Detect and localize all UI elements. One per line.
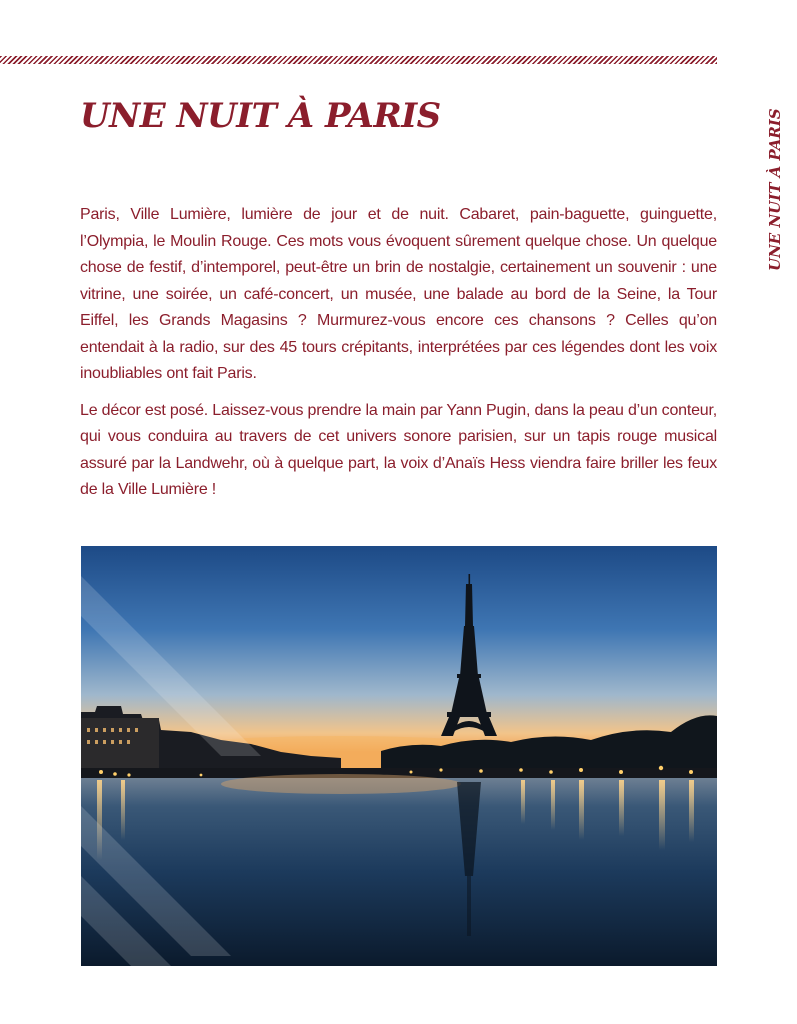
page-title: UNE NUIT À PARIS [80,96,441,136]
decorative-striped-rule [0,56,717,64]
article-body [80,202,717,514]
article-paragraph: Le décor est posé. Laissez-vous prendre la main par Yann Pugin, dans la peau d’un conteur, qui vous conduira au travers de cet univers sonore parisien, sur un tapis rouge musical assuré par la Landwehr, où à quelque part, la voix d’Anaïs Hess viendra faire briller les feux de la Ville Lumière ! [80,401,717,498]
side-running-title: UNE NUIT À PARIS [766,108,784,271]
article-paragraph: Paris, Ville Lumière, lumière de jour et de nuit. Cabaret, pain-baguette, guinguette, l’Olympia, le Moulin Rouge. Ces mots vous évoquent sûrement quelque chose. Un quelque chose de festif, d’intemporel, peut-être un brin de nostalgie, certainement un souvenir : une vitrine, une soirée, un café-concert, un musée, une balade au bord de la Seine, la Tour Eiffel, les Grands Magasins ? Murmurez-vous encore ces chansons ? Celles qu’on entendait à la radio, sur des 45 tours crépitants, interprétées par ces légendes dont les voix inoubliables ont fait Paris. [80,206,717,382]
eiffel-tower-night-photo [81,546,717,966]
